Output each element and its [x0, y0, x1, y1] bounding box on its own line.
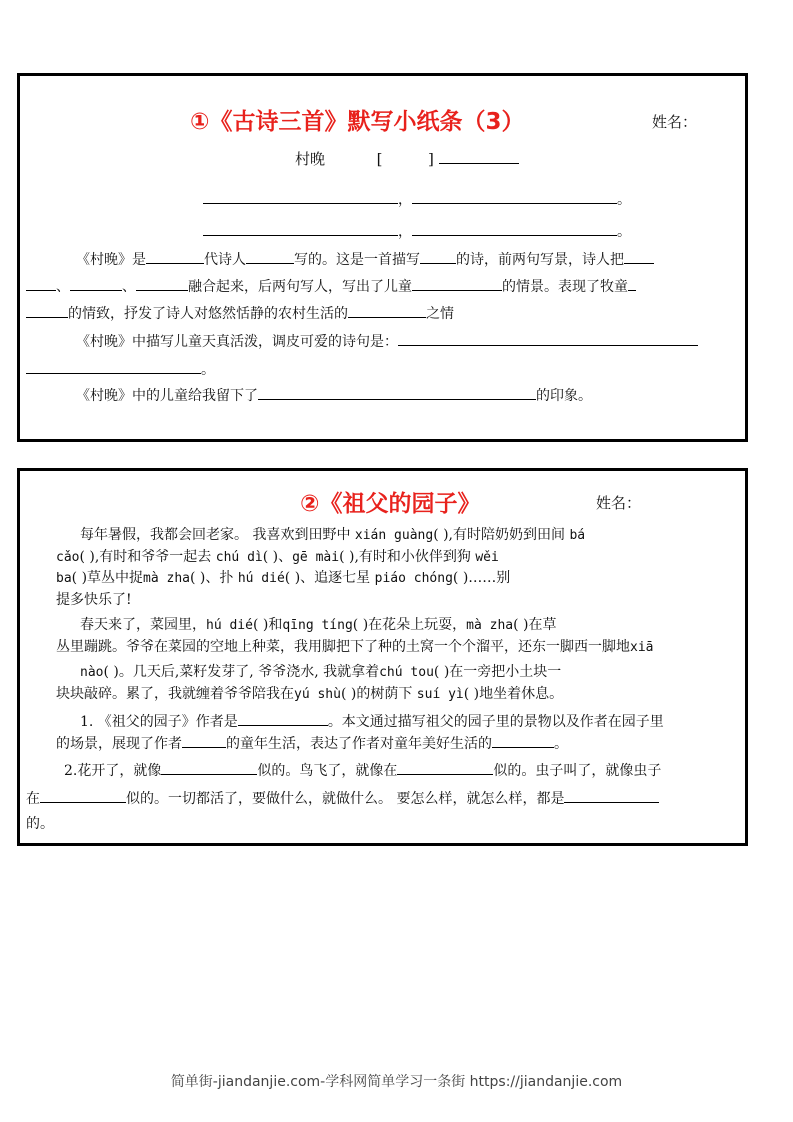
answer-slot[interactable]: ( )……别	[452, 570, 511, 586]
p2-line2	[56, 638, 653, 657]
blank-bird[interactable]	[397, 761, 493, 775]
blank-lively-verse-a[interactable]	[398, 332, 698, 346]
p1-line1	[80, 526, 585, 545]
para1-line2	[26, 277, 636, 296]
blank-herdboy-a[interactable]	[628, 277, 636, 291]
text: 的情景。表现了牧童	[502, 279, 628, 295]
answer-slot[interactable]: ( )、追逐七星	[284, 570, 375, 586]
pinyin: wěi	[475, 550, 499, 565]
blank-scene-1[interactable]	[624, 250, 654, 264]
blank-era[interactable]	[146, 250, 204, 264]
dynasty-bracket-open: [	[376, 150, 383, 168]
blank-scene-3[interactable]	[136, 277, 188, 291]
answer-slot[interactable]: ( ),有时陪奶奶到田间	[433, 527, 570, 543]
blank-impression[interactable]	[258, 386, 536, 400]
pinyin: bá	[569, 528, 586, 543]
p2-line4	[56, 685, 563, 704]
p2-line1	[80, 616, 557, 635]
para2-line2	[26, 360, 215, 379]
card1-name-label: 姓名：	[652, 113, 698, 131]
answer-slot[interactable]: ( )地坐着休息。	[463, 686, 564, 702]
text: 《村晚》中描写儿童天真活泼，调皮可爱的诗句是：	[76, 334, 398, 350]
p2-line3	[80, 663, 561, 682]
pinyin: mà zha	[466, 618, 514, 633]
answer-slot[interactable]: ( )草丛中捉	[71, 570, 144, 586]
comma: ，	[398, 224, 412, 240]
pinyin: xiā	[630, 640, 654, 655]
comma: ，	[398, 192, 412, 208]
answer-slot[interactable]: ( )在一旁把小土块一	[433, 664, 562, 680]
blank-author[interactable]	[238, 712, 328, 726]
dictation-card-2	[17, 468, 748, 846]
answer-slot[interactable]: ( )在草	[513, 617, 557, 633]
p1-line3	[56, 569, 510, 588]
poem-line-1-blank-a[interactable]	[203, 190, 398, 204]
text: 丛里蹦跳。爷爷在菜园的空地上种菜，我用脚把下了种的土窝一个个溜平，还东一脚西一脚地	[56, 639, 630, 655]
text: 的。	[26, 816, 54, 832]
text: 每年暑假，我都会回老家。 我喜欢到田野中	[80, 527, 355, 543]
text: 在	[26, 791, 40, 807]
footer-watermark: 简单街-jiandanjie.com-学科网简单学习一条街 https://jiandanjie.com	[170, 1074, 623, 1090]
text: 。	[554, 736, 568, 752]
text: 写的。这是一首描写	[294, 252, 420, 268]
p1-line2	[56, 548, 499, 567]
text: 似的。虫子叫了，就像虫子	[493, 763, 662, 779]
card2-name-label: 姓名：	[596, 494, 642, 512]
poem-title-line	[295, 150, 519, 168]
text: 1. 《祖父的园子》作者是	[80, 714, 238, 730]
text: 的童年生活，表达了作者对童年美好生活的	[226, 736, 492, 752]
blank-feeling[interactable]	[492, 734, 554, 748]
blank-flower[interactable]	[161, 761, 257, 775]
author-blank[interactable]	[439, 150, 519, 164]
blank-poet[interactable]	[246, 250, 294, 264]
text: 块块敲碎。累了，我就缠着爷爷陪我在	[56, 686, 294, 702]
answer-slot[interactable]: ( )的树荫下	[340, 686, 417, 702]
card1-title: ①《古诗三首》默写小纸条（3）	[190, 109, 525, 135]
poem-line-2-blank-b[interactable]	[412, 222, 617, 236]
pinyin: ba	[56, 571, 72, 586]
q2-line2	[26, 789, 659, 808]
pinyin: chú dì	[215, 550, 263, 565]
q2-line1	[64, 761, 661, 780]
pinyin: cǎo	[56, 550, 80, 565]
q1-line1	[80, 712, 664, 731]
blank-children[interactable]	[412, 277, 502, 291]
poem-title: 村晚	[295, 150, 326, 168]
q2-line3	[26, 815, 54, 833]
blank-free[interactable]	[564, 789, 659, 803]
text: 。	[201, 362, 215, 378]
pinyin: suí yì	[416, 687, 464, 702]
poem-line-2	[203, 222, 631, 241]
text: 的诗，前两句写景，诗人把	[456, 252, 624, 268]
text: 。本文通过描写祖父的园子里的景物以及作者在园子里	[327, 714, 664, 730]
text: 的印象。	[536, 388, 592, 404]
pinyin: hú dié	[206, 618, 253, 633]
answer-slot[interactable]: ( )、	[262, 549, 293, 565]
text: 春天来了，菜园里，	[80, 617, 206, 633]
blank-insect[interactable]	[40, 789, 126, 803]
text: 、	[56, 279, 70, 295]
blank-scene-2[interactable]	[70, 277, 122, 291]
pinyin: hú dié	[237, 571, 285, 586]
pinyin: gē mài	[292, 550, 340, 565]
blank-subject[interactable]	[420, 250, 456, 264]
text: 2.花开了，就像	[64, 763, 162, 779]
q1-line2	[56, 734, 568, 753]
blank-scene-1b[interactable]	[26, 277, 56, 291]
card2-title: ②《祖父的园子》	[300, 491, 481, 517]
para2-line1	[76, 332, 698, 351]
answer-slot[interactable]: ( )、扑	[190, 570, 238, 586]
text: 的场景，展现了作者	[56, 736, 182, 752]
period: 。	[617, 192, 631, 208]
poem-line-1-blank-b[interactable]	[412, 190, 617, 204]
text: 提多快乐了!	[56, 592, 132, 608]
para1-line1	[76, 250, 654, 269]
text: 融合起来，后两句写人，写出了儿童	[188, 279, 412, 295]
text: 之情	[426, 306, 454, 322]
pinyin: mà zha	[143, 571, 190, 586]
answer-slot[interactable]: ( ),有时和小伙伴到狗	[339, 549, 476, 565]
blank-herdboy-b[interactable]	[26, 304, 68, 318]
blank-childhood[interactable]	[182, 734, 226, 748]
answer-slot[interactable]: ( )和	[252, 617, 283, 633]
text: 代诗人	[204, 252, 246, 268]
answer-slot[interactable]: ( )。几天后,菜籽发芽了, 爷爷浇水, 我就拿着	[103, 664, 380, 680]
text: 似的。鸟飞了，就像在	[257, 763, 398, 779]
pinyin: chú tou	[379, 665, 434, 680]
p1-line4	[56, 591, 132, 609]
para3-line1	[76, 386, 592, 405]
answer-slot[interactable]: ( )在花朵上玩耍，	[352, 617, 467, 633]
poem-line-1	[203, 190, 631, 209]
pinyin: qīng tíng	[282, 618, 353, 633]
dictation-card-1	[17, 73, 748, 442]
text: 、	[122, 279, 136, 295]
para1-line3	[26, 304, 454, 323]
text: 的情致，抒发了诗人对悠然恬静的农村生活的	[68, 306, 348, 322]
blank-feeling[interactable]	[348, 304, 426, 318]
period: 。	[617, 224, 631, 240]
pinyin: nào	[80, 665, 104, 680]
pinyin: yú shù	[294, 687, 341, 702]
text: 《村晚》是	[76, 252, 146, 268]
pinyin: xián guàng	[354, 528, 434, 543]
blank-lively-verse-b[interactable]	[26, 360, 201, 374]
dynasty-bracket-close: ]	[428, 150, 434, 168]
answer-slot[interactable]: ( ),有时和爷爷一起去	[79, 549, 216, 565]
text: 《村晚》中的儿童给我留下了	[76, 388, 258, 404]
poem-line-2-blank-a[interactable]	[203, 222, 398, 236]
pinyin: piáo chóng	[374, 571, 453, 586]
text: 似的。一切都活了，要做什么，就做什么。 要怎么样，就怎么样，都是	[126, 791, 565, 807]
